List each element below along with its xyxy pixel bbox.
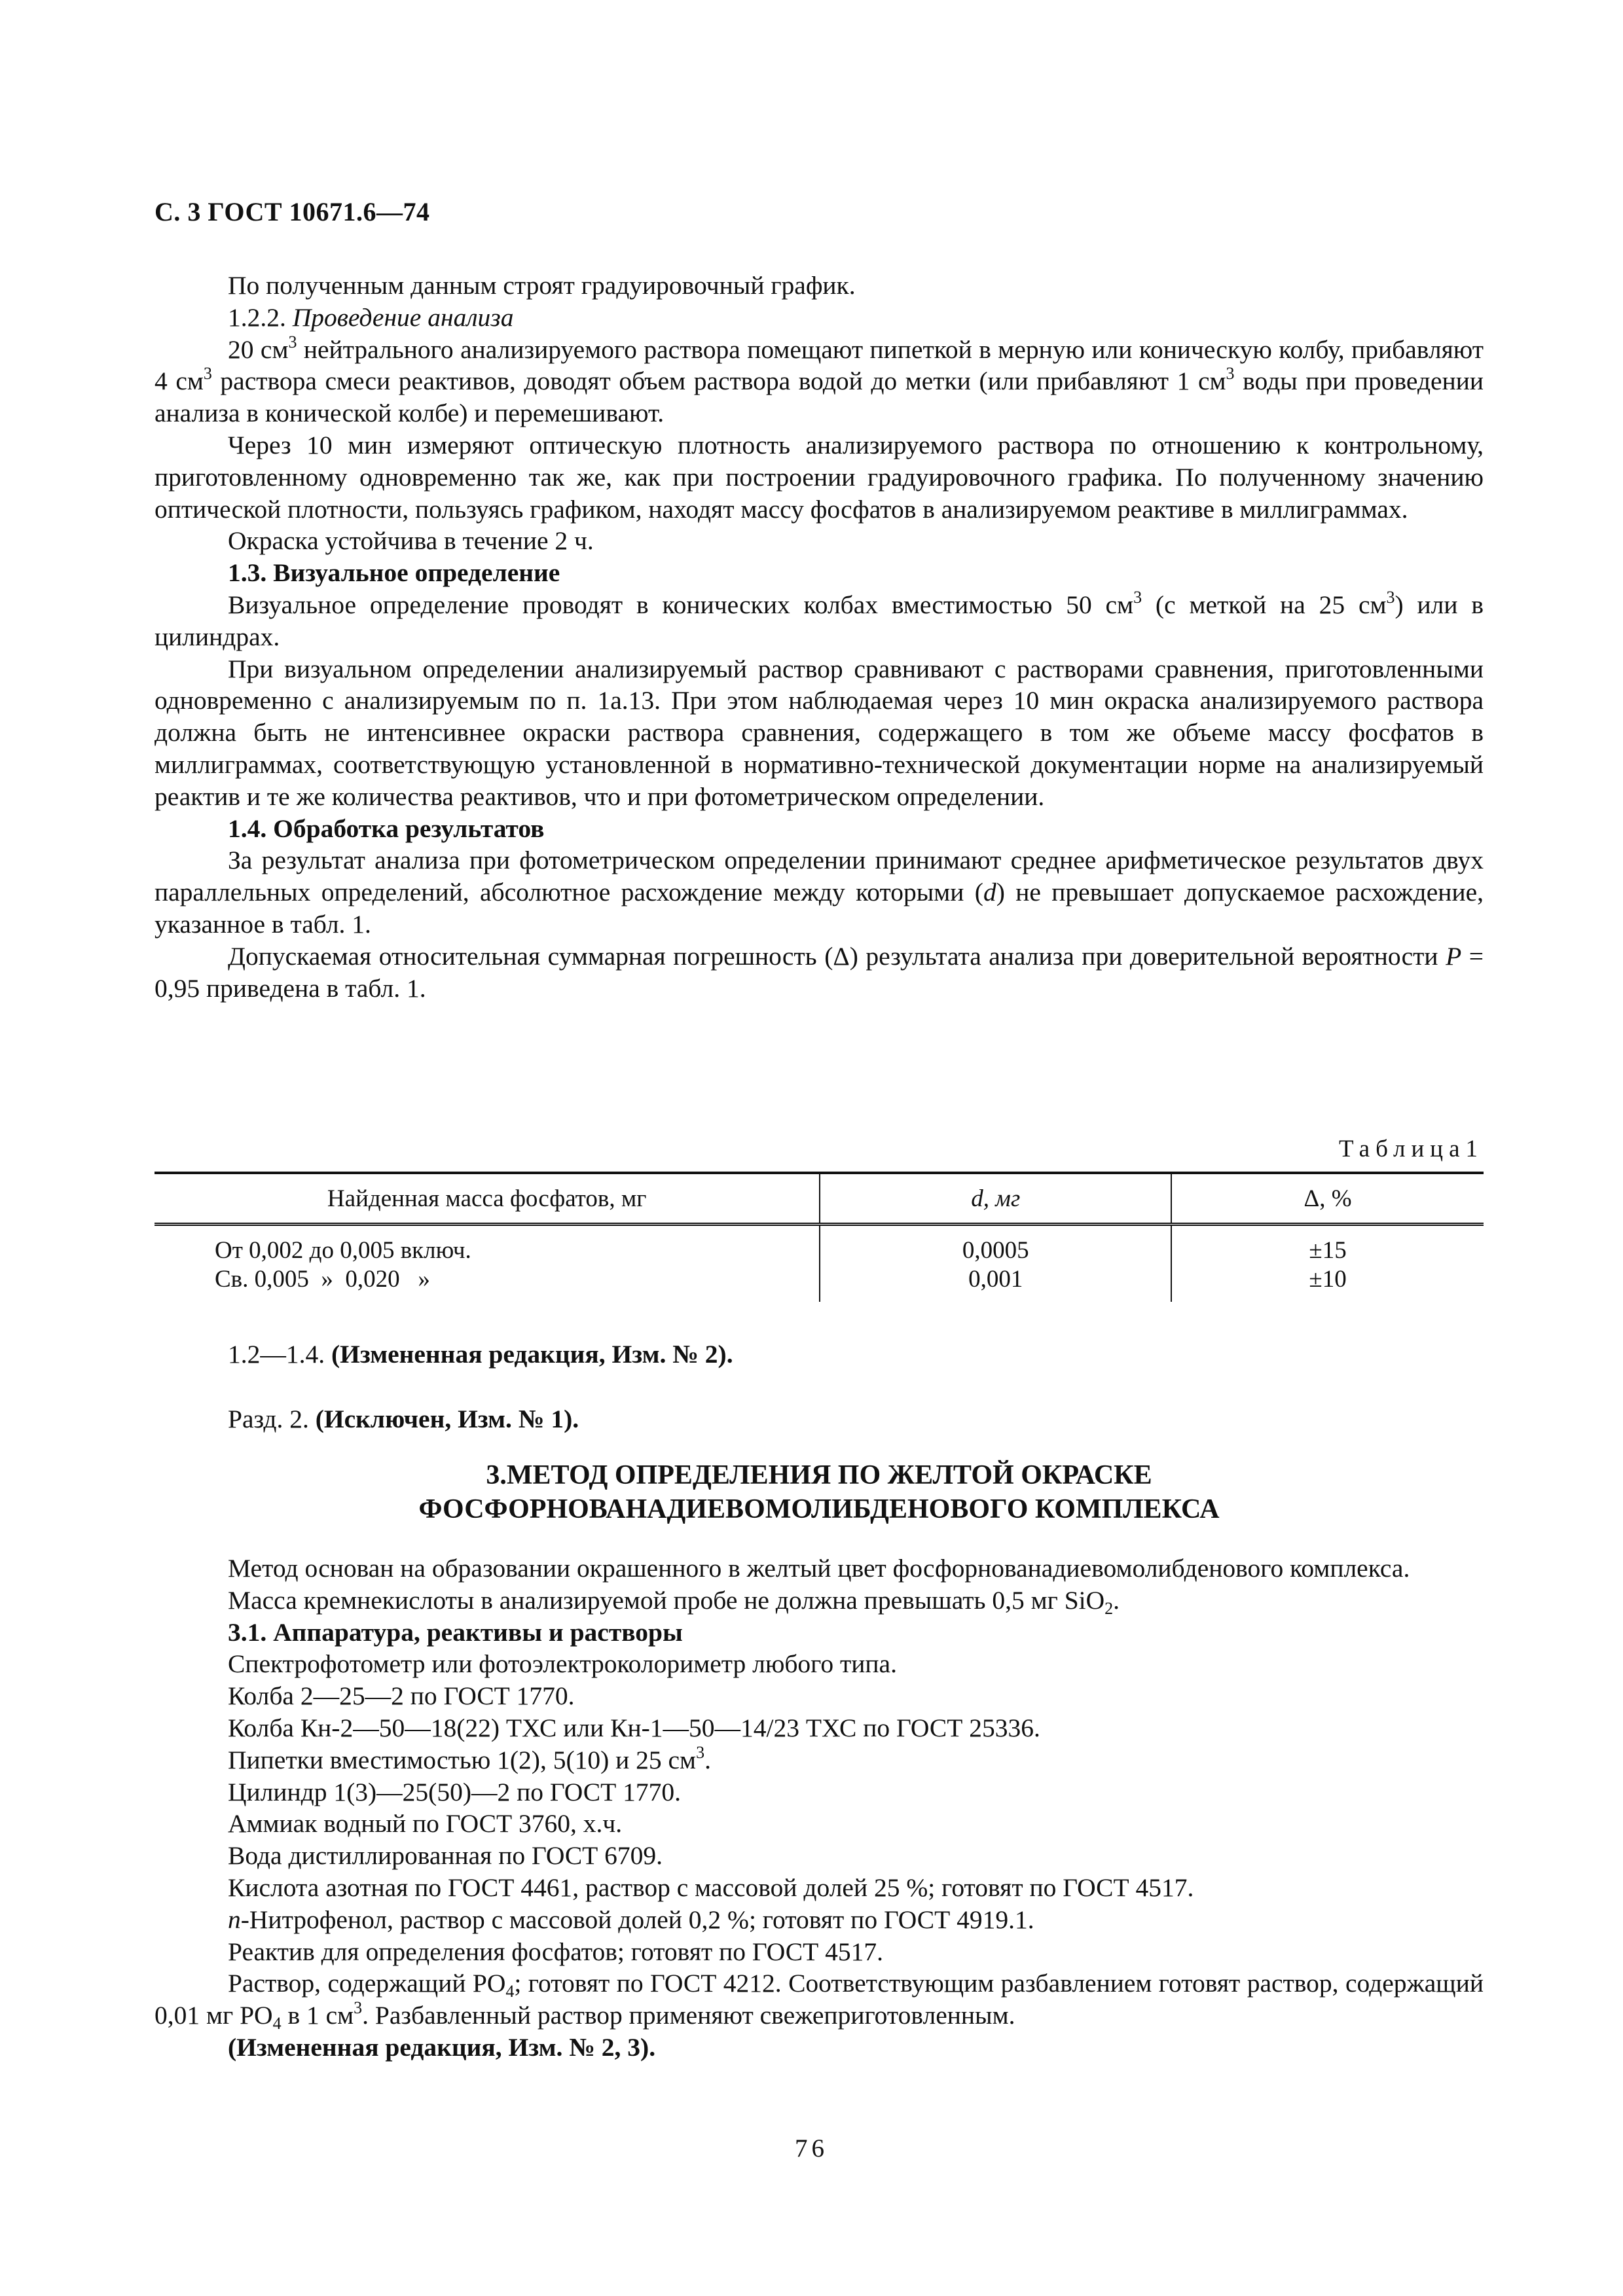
list-item: Аммиак водный по ГОСТ 3760, х.ч. [228,1809,623,1839]
paragraph: 20 $см^3$ нейтрального анализируемого раствора помещают пипеткой в мерную или коническую колбу, прибавляют 4 $см^3$ раствора смеси реактивов, доводят объем раствора водой до метки (или прибавляют 1 $см^3$ воды при проведении анализа в конической колбе) и перемешивают. [155,332,1484,428]
paragraph: Допускаемая относительная суммарная погрешность (Δ) результата анализа при доверительной вероятности P = 0,95 приведена в табл. 1. [155,941,1484,1003]
section-3-text [155,1552,1484,2064]
table-1 [155,1172,1484,1302]
paragraph: Метод основан на образовании окрашенного в желтый цвет фосфорнованадиевомолибденового комплекса. [228,1554,1410,1583]
table-cell: От 0,002 до 0,005 включ. Св. 0,005 » 0,020 » [215,1237,471,1293]
list-item: Кислота азотная по ГОСТ 4461, раствор с массовой долей 25 %; готовят по ГОСТ 4517. [228,1873,1194,1902]
subsection-heading: 1.2.2. Проведение анализа [228,302,514,332]
page-header: С. 3 ГОСТ 10671.6—74 [155,197,430,226]
list-item: Реактив для определения фосфатов; готовят по ГОСТ 4517. [228,1937,883,1966]
paragraph: Через 10 мин измеряют оптическую плотность анализируемого раствора по отношению к контрольному, приготовленному одновременно так же, как при построении градуировочного графика. По полученному значению оптической плотности, пользуясь графиком, находят массу фосфатов в анализируемом реактиве в миллиграммах. [155,430,1484,524]
amendment-notes [155,1338,1484,1468]
list-item: Вода дистиллированная по ГОСТ 6709. [228,1841,663,1871]
page-number: 76 [795,2134,828,2162]
note: Разд. 2. (Исключен, Изм. № 1). [228,1404,579,1433]
paragraph: Окраска устойчива в течение 2 ч. [228,526,594,556]
paragraph: При визуальном определении анализируемый раствор сравнивают с растворами сравнения, приготовленными одновременно с анализируемым по п. 1а.13. При этом наблюдаемая через 10 мин окраска анализируемого раствора должна быть не интенсивнее окраски раствора сравнения, содержащего в том же объеме массу фосфатов в миллиграммах, соответствующую установленной в нормативно-технической документации норме на анализируемый реактив и те же количества реактивов, что и при фотометрическом определении. [155,654,1484,811]
note: 1.2—1.4. (Измененная редакция, Изм. № 2). [228,1340,733,1369]
table-cell: 0,0005 0,001 [820,1225,1171,1302]
section-3-title: 3.МЕТОД ОПРЕДЕЛЕНИЯ ПО ЖЕЛТОЙ ОКРАСКЕ ФОСФОРНОВАНАДИЕВОМОЛИБДЕНОВОГО КОМПЛЕКСА [418,1460,1220,1524]
paragraph: По полученным данным строят градуировочный график. [228,271,856,300]
heading-3-1: 3.1. Аппаратура, реактивы и растворы [228,1617,683,1647]
list-item: n-Нитрофенол, раствор с массовой долей 0,2 %; готовят по ГОСТ 4919.1. [228,1905,1034,1934]
list-item: Спектрофотометр или фотоэлектроколориметр любого типа. [228,1649,897,1679]
table-header: d, мг [820,1173,1171,1225]
paragraph: Масса кремнекислоты в анализируемой пробе не должна превышать 0,5 мг SiO$_2$. [228,1585,1120,1618]
heading-1-3: 1.3. Визуальное определение [228,558,560,588]
heading-1-4: 1.4. Обработка результатов [228,814,545,843]
table-header: Найденная масса фосфатов, мг [155,1173,820,1225]
paragraph: Визуальное определение проводят в конических колбах вместимостью 50 $см^3$ (с меткой на 25 $см^3$) или в цилиндрах. [155,587,1484,651]
list-item: Цилиндр 1(3)—25(50)—2 по ГОСТ 1770. [228,1777,681,1806]
paragraph: Раствор, содержащий $PO_4$; готовят по ГОСТ 4212. Соответствующим разбавлением готовят раствор, содержащий 0,01 мг $PO_4$ в 1 $см^3$. Разбавленный раствор применяют свежеприготовленным. [155,1969,1484,2034]
list-item: Колба Кн-2—50—18(22) ТХС или Кн-1—50—14/23 ТХС по ГОСТ 25336. [228,1713,1040,1742]
table-caption: Таблица1 [1339,1136,1484,1162]
section-1-text [155,270,1484,1004]
paragraph: За результат анализа при фотометрическом определении принимают среднее арифметическое результатов двух параллельных определений, абсолютное расхождение между которыми (d) не превышает допускаемое расхождение, указанное в табл. 1. [155,846,1484,939]
list-item: Пипетки вместимостью 1(2), 5(10) и 25 $см^3$. [228,1742,711,1774]
table-cell: ±15 ±10 [1171,1225,1484,1302]
table-header: Δ, % [1171,1173,1484,1225]
list-item: Колба 2—25—2 по ГОСТ 1770. [228,1681,575,1711]
amendment-note: (Измененная редакция, Изм. № 2, 3). [228,2032,656,2062]
